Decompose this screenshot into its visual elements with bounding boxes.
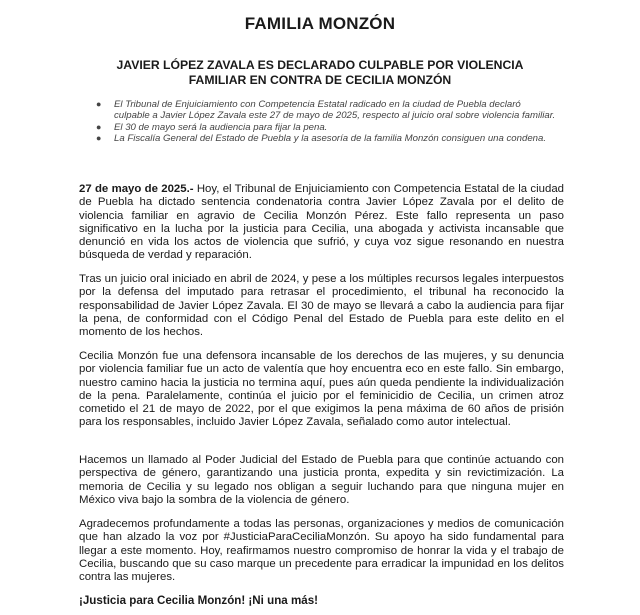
bullet-dot-icon: ● [96, 133, 102, 144]
summary-bullet-text: La Fiscalía General del Estado de Puebla y la asesoría de la familia Monzón consiguen una condena. [114, 133, 546, 145]
bullet-dot-icon: ● [96, 121, 102, 132]
summary-bullet [96, 99, 556, 122]
dateline: 27 de mayo de 2025.- [79, 183, 194, 195]
closing-slogan: ¡Justicia para Cecilia Monzón! ¡Ni una más! [79, 594, 319, 607]
body-paragraph-1 [79, 183, 564, 263]
summary-bullet-list [96, 99, 556, 145]
summary-bullet-text: El Tribunal de Enjuiciamiento con Competencia Estatal radicado en la ciudad de Puebla declaró culpable a Javier López Zavala este 27 de mayo de 2025, respecto al juicio oral sobre violencia familiar. [114, 99, 556, 122]
headline: JAVIER LÓPEZ ZAVALA ES DECLARADO CULPABLE POR VIOLENCIA FAMILIAR EN CONTRA DE CECILIA MONZÓN [116, 58, 524, 87]
summary-bullet [96, 133, 556, 144]
document-title: FAMILIA MONZÓN [244, 14, 396, 33]
body-paragraph-4: Hacemos un llamado al Poder Judicial del Estado de Puebla para que continúe actuando con perspectiva de género, garantizando una justicia pronta, expedita y sin revictimización. La memoria de Cecilia y su legado nos obligan a seguir luchando para que ninguna mujer en México viva bajo la sombra de la violencia de género. [79, 454, 564, 506]
body-paragraph-5: Agradecemos profundamente a todas las personas, organizaciones y medios de comunicación que han alzado la voz por #JusticiaParaCeciliaMonzón. Su apoyo ha sido fundamental para llegar a este momento. Hoy, reafirmamos nuestro compromiso de honrar la vida y el trabajo de Cecilia, buscando que su caso marque un precedente para erradicar la impunidad en los delitos contra las mujeres. [79, 518, 564, 584]
paragraph-text: Hoy, el Tribunal de Enjuiciamiento con Competencia Estatal de la ciudad de Puebla ha dictado sentencia condenatoria contra Javier López Zavala por el delito de violencia familiar en agravio de Cecilia Monzón Pérez. Este fallo representa un paso significativo en la lucha por la justicia para Cecilia, una abogada y activista incansable que denunció en vida los actos de violencia que sufrió, y cuya voz sigue resonando en nuestra búsqueda de verdad y reparación. [79, 183, 564, 262]
body-paragraph-3: Cecilia Monzón fue una defensora incansable de los derechos de las mujeres, y su denuncia por violencia familiar fue un acto de valentía que hoy encuentra eco en este fallo. Sin embargo, nuestro camino hacia la justicia no termina aquí, pues aún queda pendiente la individualización de la pena. Paralelamente, continúa el juicio por el feminicidio de Cecilia, un crimen atroz cometido el 21 de mayo de 2022, por el que exigimos la pena máxima de 60 años de prisión para los responsables, incluido Javier López Zavala, señalado como autor intelectual. [79, 350, 564, 429]
summary-bullet [96, 122, 556, 133]
summary-bullet-text: El 30 de mayo será la audiencia para fijar la pena. [114, 121, 328, 133]
bullet-dot-icon: ● [96, 99, 102, 109]
body-paragraph-2: Tras un juicio oral iniciado en abril de 2024, y pese a los múltiples recursos legales interpuestos por la defensa del imputado para retrasar el procedimiento, el tribunal ha reconocido la responsabilidad de Javier López Zavala. El 30 de mayo se llevará a cabo la audiencia para fijar la pena, de conformidad con el Código Penal del Estado de Puebla para este delito en el momento de los hechos. [79, 273, 564, 339]
